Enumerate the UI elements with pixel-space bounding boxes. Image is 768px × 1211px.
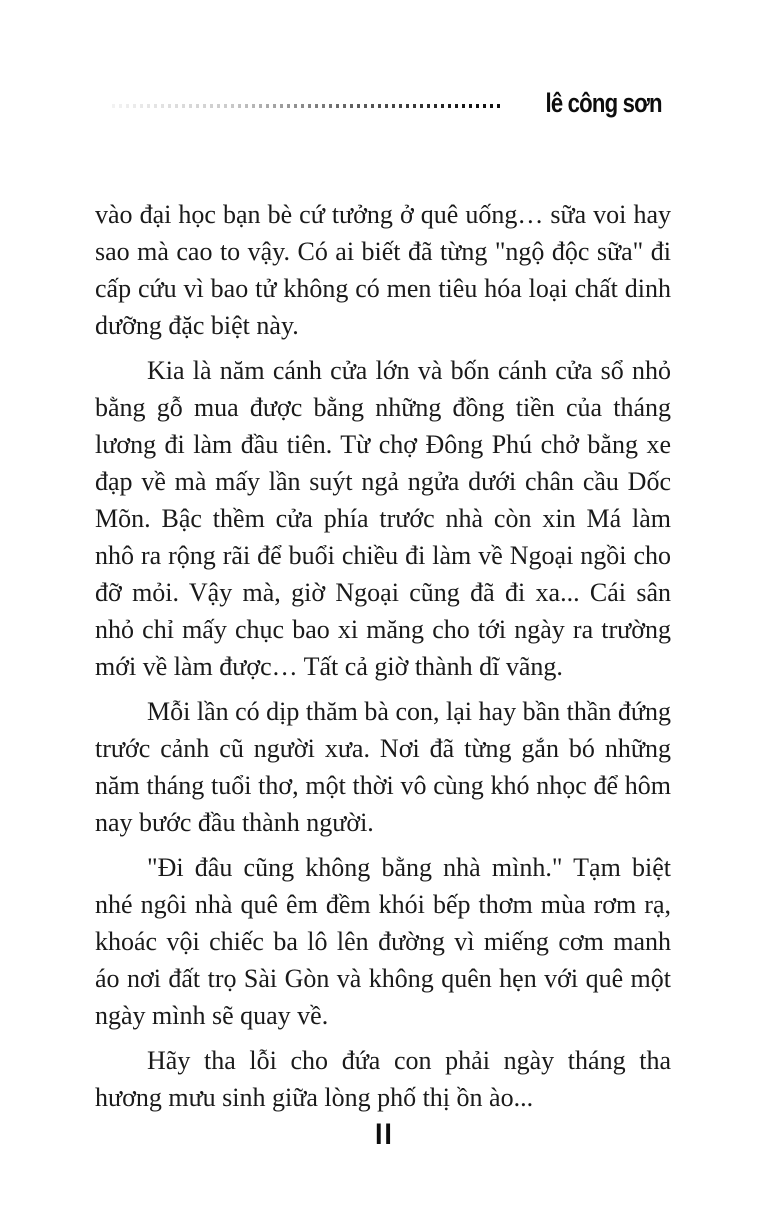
paragraph: vào đại học bạn bè cứ tưởng ở quê uống… sữa voi hay sao mà cao to vậy. Có ai biết đã từng "ngộ độc sữa" đi cấp cứu vì bao tử không có men tiêu hóa loại chất dinh dưỡng đặc biệt này.: [95, 200, 671, 340]
page-footer: [0, 1120, 768, 1150]
page-body-text: [95, 196, 671, 1124]
paragraph: Mỗi lần có dịp thăm bà con, lại hay bần thần đứng trước cảnh cũ người xưa. Nơi đã từng gắn bó những năm tháng tuổi thơ, một thời vô cùng khó nhọc để hôm nay bước đầu thành người.: [95, 697, 671, 837]
dotted-rule: [112, 104, 504, 108]
page-number: II: [374, 1118, 394, 1151]
paragraph: Kia là năm cánh cửa lớn và bốn cánh cửa sổ nhỏ bằng gỗ mua được bằng những đồng tiền của tháng lương đi làm đầu tiên. Từ chợ Đông Phú chở bằng xe đạp về mà mấy lần suýt ngả ngửa dưới chân cầu Dốc Mõn. Bậc thềm cửa phía trước nhà còn xin Má làm nhô ra rộng rãi để buổi chiều đi làm về Ngoại ngồi cho đỡ mỏi. Vậy mà, giờ Ngoại cũng đã đi xa... Cái sân nhỏ chỉ mấy chục bao xi măng cho tới ngày ra trường mới về làm được… Tất cả giờ thành dĩ vãng.: [95, 356, 671, 681]
paragraph: "Đi đâu cũng không bằng nhà mình." Tạm biệt nhé ngôi nhà quê êm đềm khói bếp thơm mùa rơm rạ, khoác vội chiếc ba lô lên đường vì miếng cơm manh áo nơi đất trọ Sài Gòn và không quên hẹn với quê một ngày mình sẽ quay về.: [95, 853, 671, 1030]
paragraph: Hãy tha lỗi cho đứa con phải ngày tháng tha hương mưu sinh giữa lòng phố thị ồn ào...: [95, 1046, 671, 1112]
running-header: [112, 86, 662, 120]
author-name: lê công sơn: [545, 87, 662, 118]
